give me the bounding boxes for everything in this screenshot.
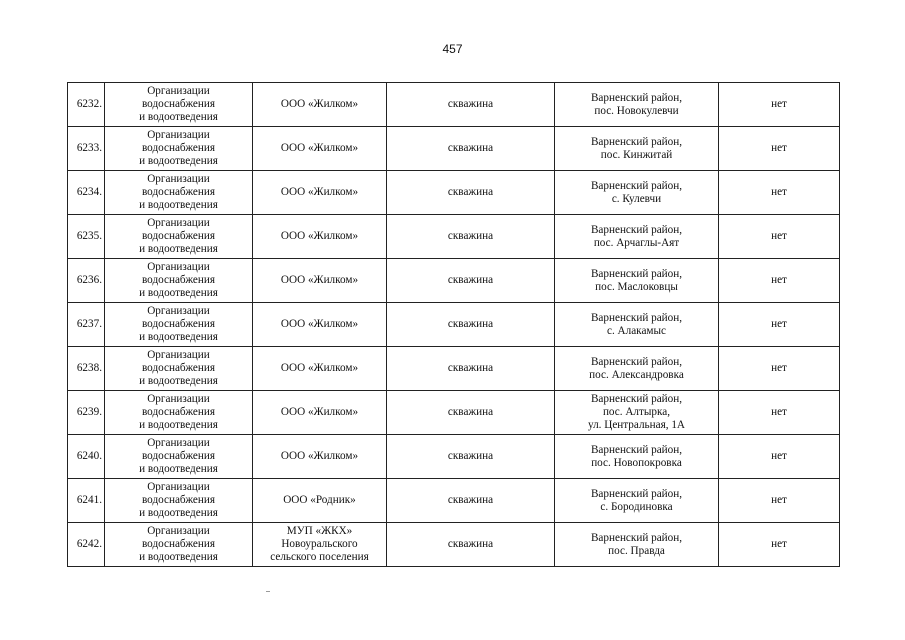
category-cell: Организации водоснабжения и водоотведения <box>105 435 253 479</box>
category-cell: Организации водоснабжения и водоотведения <box>105 171 253 215</box>
table-row <box>68 127 840 171</box>
table-row <box>68 479 840 523</box>
category-cell: Организации водоснабжения и водоотведения <box>105 523 253 567</box>
row-number: 6236. <box>68 259 105 303</box>
type-cell: скважина <box>387 127 555 171</box>
flag-cell: нет <box>719 523 840 567</box>
location-cell: Варненский район, пос. Алтырка, ул. Центральная, 1А <box>555 391 719 435</box>
organization-cell: МУП «ЖКХ» Новоуральского сельского поселения <box>253 523 387 567</box>
category-cell: Организации водоснабжения и водоотведения <box>105 347 253 391</box>
row-number: 6234. <box>68 171 105 215</box>
table-row <box>68 171 840 215</box>
location-cell: Варненский район, пос. Арчаглы-Аят <box>555 215 719 259</box>
location-cell: Варненский район, пос. Новопокровка <box>555 435 719 479</box>
type-cell: скважина <box>387 215 555 259</box>
row-number: 6235. <box>68 215 105 259</box>
table-row <box>68 303 840 347</box>
location-cell: Варненский район, пос. Александровка <box>555 347 719 391</box>
organization-cell: ООО «Жилком» <box>253 127 387 171</box>
registry-table <box>67 82 840 567</box>
category-cell: Организации водоснабжения и водоотведения <box>105 127 253 171</box>
organization-cell: ООО «Жилком» <box>253 83 387 127</box>
table-row <box>68 347 840 391</box>
type-cell: скважина <box>387 435 555 479</box>
organization-cell: ООО «Родник» <box>253 479 387 523</box>
organization-cell: ООО «Жилком» <box>253 215 387 259</box>
category-cell: Организации водоснабжения и водоотведения <box>105 215 253 259</box>
location-cell: Варненский район, пос. Новокулевчи <box>555 83 719 127</box>
category-cell: Организации водоснабжения и водоотведения <box>105 83 253 127</box>
organization-cell: ООО «Жилком» <box>253 391 387 435</box>
organization-cell: ООО «Жилком» <box>253 171 387 215</box>
type-cell: скважина <box>387 259 555 303</box>
type-cell: скважина <box>387 171 555 215</box>
flag-cell: нет <box>719 347 840 391</box>
flag-cell: нет <box>719 215 840 259</box>
location-cell: Варненский район, с. Бородиновка <box>555 479 719 523</box>
category-cell: Организации водоснабжения и водоотведения <box>105 479 253 523</box>
row-number: 6239. <box>68 391 105 435</box>
type-cell: скважина <box>387 479 555 523</box>
row-number: 6240. <box>68 435 105 479</box>
organization-cell: ООО «Жилком» <box>253 303 387 347</box>
type-cell: скважина <box>387 523 555 567</box>
category-cell: Организации водоснабжения и водоотведения <box>105 259 253 303</box>
row-number: 6241. <box>68 479 105 523</box>
category-cell: Организации водоснабжения и водоотведения <box>105 391 253 435</box>
organization-cell: ООО «Жилком» <box>253 259 387 303</box>
flag-cell: нет <box>719 303 840 347</box>
flag-cell: нет <box>719 171 840 215</box>
type-cell: скважина <box>387 391 555 435</box>
flag-cell: нет <box>719 391 840 435</box>
flag-cell: нет <box>719 127 840 171</box>
organization-cell: ООО «Жилком» <box>253 435 387 479</box>
flag-cell: нет <box>719 259 840 303</box>
flag-cell: нет <box>719 435 840 479</box>
row-number: 6238. <box>68 347 105 391</box>
location-cell: Варненский район, с. Кулевчи <box>555 171 719 215</box>
type-cell: скважина <box>387 303 555 347</box>
type-cell: скважина <box>387 83 555 127</box>
table-row <box>68 259 840 303</box>
row-number: 6242. <box>68 523 105 567</box>
row-number: 6233. <box>68 127 105 171</box>
organization-cell: ООО «Жилком» <box>253 347 387 391</box>
row-number: 6232. <box>68 83 105 127</box>
scan-mark <box>266 591 270 592</box>
table-row <box>68 215 840 259</box>
flag-cell: нет <box>719 479 840 523</box>
row-number: 6237. <box>68 303 105 347</box>
location-cell: Варненский район, пос. Правда <box>555 523 719 567</box>
table-row <box>68 435 840 479</box>
table-row <box>68 523 840 567</box>
location-cell: Варненский район, с. Алакамыс <box>555 303 719 347</box>
category-cell: Организации водоснабжения и водоотведения <box>105 303 253 347</box>
table-row <box>68 83 840 127</box>
page-number: 457 <box>442 42 463 56</box>
type-cell: скважина <box>387 347 555 391</box>
location-cell: Варненский район, пос. Кинжитай <box>555 127 719 171</box>
table-row <box>68 391 840 435</box>
flag-cell: нет <box>719 83 840 127</box>
location-cell: Варненский район, пос. Маслоковцы <box>555 259 719 303</box>
